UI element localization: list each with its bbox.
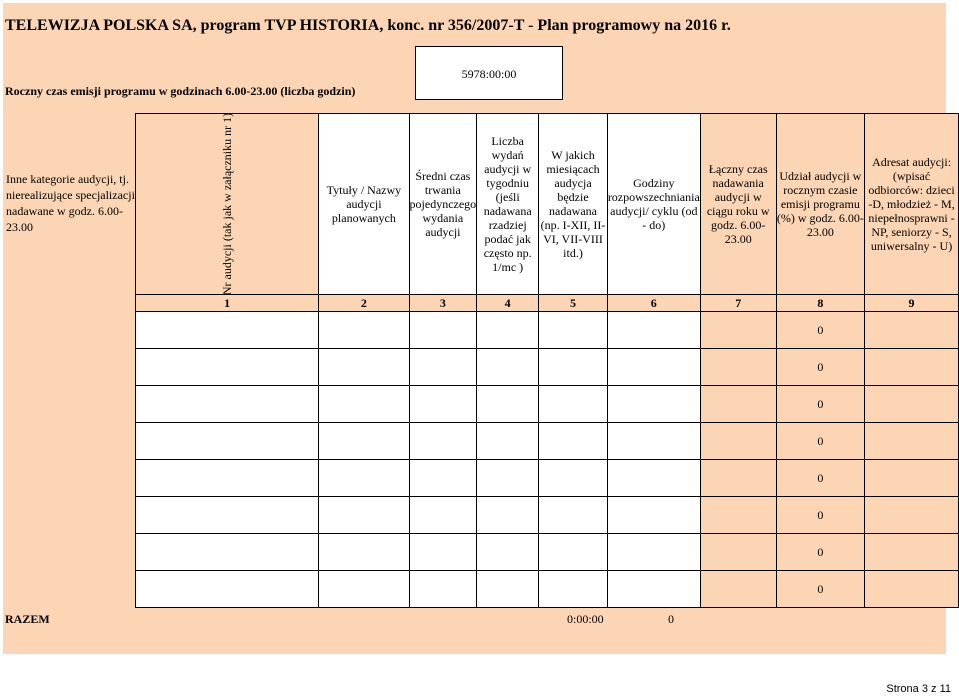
column-number: 5 bbox=[539, 295, 608, 312]
table-cell[interactable] bbox=[136, 497, 319, 534]
table-cell[interactable] bbox=[865, 497, 959, 534]
page-number: Strona 3 z 11 bbox=[886, 683, 951, 695]
page-title: TELEWIZJA POLSKA SA, program TVP HISTORIA, konc. nr 356/2007-T - Plan programowy na 2016 r. bbox=[5, 17, 731, 34]
table-cell[interactable] bbox=[477, 534, 539, 571]
table-cell[interactable] bbox=[136, 460, 319, 497]
table-cell[interactable] bbox=[477, 497, 539, 534]
table-cell[interactable] bbox=[319, 497, 409, 534]
totals-share: 0 bbox=[668, 612, 674, 626]
table-cell[interactable] bbox=[607, 571, 700, 608]
table-cell[interactable]: 0 bbox=[776, 534, 865, 571]
table-cell[interactable] bbox=[539, 497, 608, 534]
table-cell[interactable] bbox=[319, 386, 409, 423]
table-cell[interactable] bbox=[700, 571, 776, 608]
table-row bbox=[136, 571, 959, 608]
table-cell[interactable] bbox=[409, 349, 477, 386]
table-cell[interactable] bbox=[539, 460, 608, 497]
table-cell[interactable] bbox=[409, 497, 477, 534]
table-cell[interactable] bbox=[865, 571, 959, 608]
col-header-nr bbox=[136, 114, 319, 295]
table-cell[interactable] bbox=[477, 423, 539, 460]
column-number-row bbox=[136, 295, 959, 312]
table-cell[interactable] bbox=[136, 423, 319, 460]
table-row bbox=[136, 423, 959, 460]
table-cell[interactable] bbox=[539, 312, 608, 349]
table-cell[interactable] bbox=[607, 423, 700, 460]
annual-hours-label: Roczny czas emisji programu w godzinach 6.00-23.00 (liczba godzin) bbox=[5, 84, 356, 98]
table-cell[interactable] bbox=[865, 460, 959, 497]
table-cell[interactable] bbox=[477, 460, 539, 497]
table-cell[interactable]: 0 bbox=[776, 423, 865, 460]
column-number: 1 bbox=[136, 295, 319, 312]
col-header-editions: Liczba wydań audycji w tygodniu (jeśli nadawana rzadziej podać jak często np. 1/mc ) bbox=[477, 114, 539, 295]
table-row bbox=[136, 386, 959, 423]
col-header-nr-label: Nr audycji (tak jak w załączniku nr 1) bbox=[220, 112, 235, 296]
table-cell[interactable] bbox=[700, 423, 776, 460]
table-cell[interactable]: 0 bbox=[776, 312, 865, 349]
table-cell[interactable] bbox=[607, 386, 700, 423]
col-header-total-time: Łączny czas nadawania audycji w ciągu roku w godz. 6.00-23.00 bbox=[700, 114, 776, 295]
table-cell[interactable] bbox=[409, 386, 477, 423]
table-cell[interactable]: 0 bbox=[776, 571, 865, 608]
table-cell[interactable] bbox=[700, 312, 776, 349]
category-label: Inne kategorie audycji, tj. nierealizujące specjalizacji nadawane w godz. 6.00-23.00 bbox=[6, 172, 135, 234]
table-cell[interactable] bbox=[865, 534, 959, 571]
table-cell[interactable] bbox=[477, 571, 539, 608]
table-cell[interactable] bbox=[477, 312, 539, 349]
column-number: 4 bbox=[477, 295, 539, 312]
table-row bbox=[136, 534, 959, 571]
table-cell[interactable] bbox=[136, 386, 319, 423]
totals-row bbox=[3, 608, 946, 630]
header-row bbox=[136, 114, 959, 295]
col-header-audience: Adresat audycji: (wpisać odbiorców: dzieci -D, młodzież - M, niepełnosprawni - NP, seniorzy - S, uniwersalny - U) bbox=[865, 114, 959, 295]
table-cell[interactable] bbox=[319, 534, 409, 571]
table-cell[interactable] bbox=[865, 312, 959, 349]
table-cell[interactable] bbox=[409, 460, 477, 497]
table-cell[interactable] bbox=[319, 349, 409, 386]
table-cell[interactable] bbox=[409, 312, 477, 349]
table-cell[interactable]: 0 bbox=[776, 386, 865, 423]
table-cell[interactable] bbox=[539, 571, 608, 608]
column-number: 3 bbox=[409, 295, 477, 312]
table-cell[interactable] bbox=[700, 386, 776, 423]
table-cell[interactable] bbox=[409, 423, 477, 460]
table-cell[interactable] bbox=[539, 386, 608, 423]
plan-table bbox=[135, 113, 959, 608]
table-cell[interactable] bbox=[319, 460, 409, 497]
totals-total-time: 0:00:00 bbox=[567, 612, 604, 626]
table-cell[interactable] bbox=[607, 349, 700, 386]
table-cell[interactable] bbox=[700, 497, 776, 534]
column-number: 7 bbox=[700, 295, 776, 312]
table-cell[interactable] bbox=[319, 423, 409, 460]
table-cell[interactable] bbox=[319, 312, 409, 349]
table-row bbox=[136, 460, 959, 497]
table-cell[interactable] bbox=[607, 534, 700, 571]
table-cell[interactable] bbox=[865, 349, 959, 386]
table-row bbox=[136, 497, 959, 534]
table-cell[interactable]: 0 bbox=[776, 497, 865, 534]
column-number: 9 bbox=[865, 295, 959, 312]
column-number: 8 bbox=[776, 295, 865, 312]
table-row bbox=[136, 312, 959, 349]
col-header-months: W jakich miesiącach audycja będzie nadawana (np. I-XII, II-VI, VII-VIII itd.) bbox=[539, 114, 608, 295]
table-cell[interactable]: 0 bbox=[776, 349, 865, 386]
col-header-repeat-hours: Godziny rozpowszechniania audycji/ cyklu (od - do) bbox=[607, 114, 700, 295]
table-cell[interactable] bbox=[136, 534, 319, 571]
table-cell[interactable] bbox=[477, 386, 539, 423]
totals-label: RAZEM bbox=[5, 612, 50, 626]
table-cell[interactable] bbox=[865, 423, 959, 460]
col-header-share: Udział audycji w rocznym czasie emisji programu (%) w godz. 6.00-23.00 bbox=[776, 114, 865, 295]
table-cell[interactable] bbox=[539, 349, 608, 386]
table-cell[interactable]: 0 bbox=[776, 460, 865, 497]
table-cell[interactable] bbox=[409, 534, 477, 571]
column-number: 6 bbox=[607, 295, 700, 312]
table-cell[interactable] bbox=[136, 349, 319, 386]
col-header-titles: Tytuły / Nazwy audycji planowanych bbox=[319, 114, 409, 295]
table-cell[interactable] bbox=[700, 460, 776, 497]
table-cell[interactable] bbox=[607, 312, 700, 349]
table-cell[interactable] bbox=[607, 460, 700, 497]
table-cell[interactable] bbox=[865, 386, 959, 423]
table-cell[interactable] bbox=[319, 571, 409, 608]
annual-hours-value: 5978:00:00 bbox=[415, 46, 563, 100]
table-cell[interactable] bbox=[477, 349, 539, 386]
table-cell[interactable] bbox=[136, 571, 319, 608]
table-cell[interactable] bbox=[700, 349, 776, 386]
table-cell[interactable] bbox=[539, 534, 608, 571]
col-header-avg-duration: Średni czas trwania pojedynczego wydania audycji bbox=[409, 114, 477, 295]
table-cell[interactable] bbox=[607, 497, 700, 534]
table-cell[interactable] bbox=[700, 534, 776, 571]
table-cell[interactable] bbox=[409, 571, 477, 608]
table-cell[interactable] bbox=[539, 423, 608, 460]
table-cell[interactable] bbox=[136, 312, 319, 349]
table-row bbox=[136, 349, 959, 386]
column-number: 2 bbox=[319, 295, 409, 312]
